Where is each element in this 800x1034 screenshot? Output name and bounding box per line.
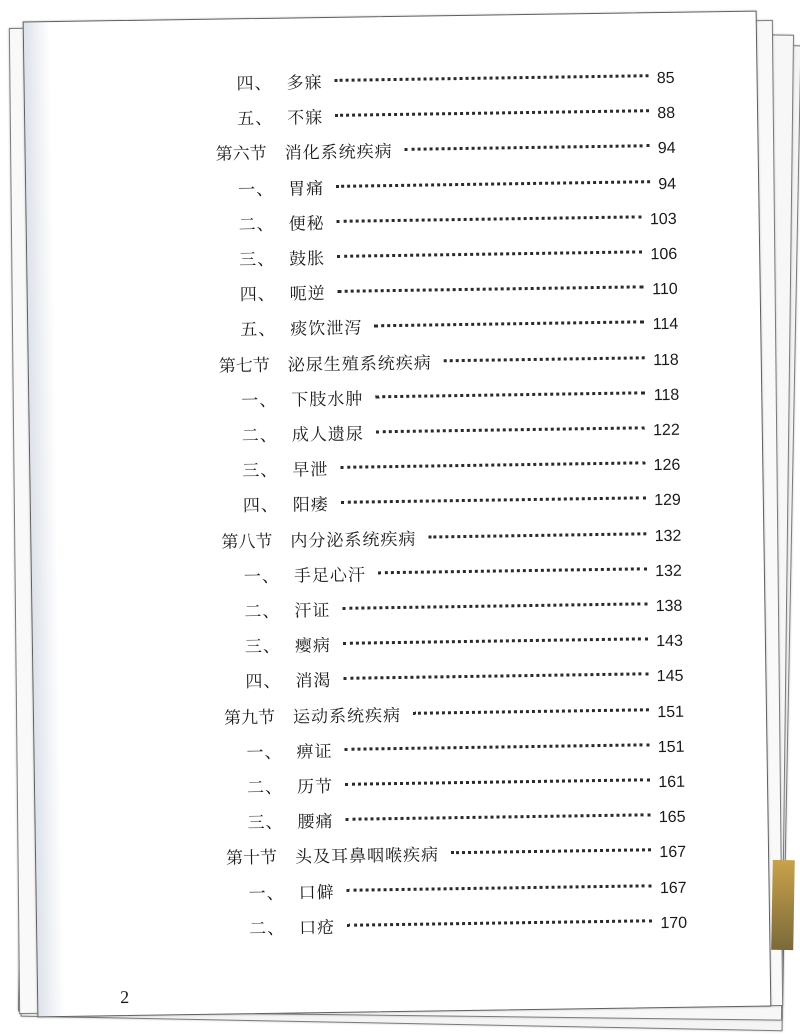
toc-item-title: 呃逆 <box>289 284 326 305</box>
toc-item-title: 手足心汗 <box>293 565 367 587</box>
toc-item-number: 一、 <box>238 179 275 200</box>
dot-leader <box>345 778 650 786</box>
toc-item-number: 四、 <box>239 284 276 306</box>
toc-item-number: 四、 <box>242 496 280 517</box>
toc-item-row <box>241 380 679 416</box>
dot-leader <box>347 884 652 892</box>
dot-leader <box>337 250 642 258</box>
toc-item-row <box>236 63 674 99</box>
toc-item-number: 一、 <box>246 742 283 764</box>
toc-item-number: 三、 <box>242 460 279 482</box>
toc-page-number: 110 <box>652 280 678 299</box>
toc-item-row <box>247 802 685 838</box>
toc-item-number: 二、 <box>238 214 275 236</box>
table-of-contents <box>24 12 771 1017</box>
toc-page-number: 129 <box>654 492 681 510</box>
toc-item-number: 一、 <box>248 883 285 904</box>
toc-item-title: 鼓胀 <box>289 249 326 270</box>
toc-item-number: 二、 <box>241 425 278 447</box>
toc-page-number: 145 <box>656 668 684 686</box>
toc-item-number: 五、 <box>240 320 277 341</box>
toc-page-number: 103 <box>649 210 677 229</box>
toc-page-number: 161 <box>658 773 686 792</box>
toc-item-title: 便秘 <box>288 213 325 235</box>
dot-leader <box>336 180 650 188</box>
toc-item-row <box>248 872 686 908</box>
toc-page <box>23 11 772 1018</box>
dot-leader <box>451 849 651 855</box>
toc-item-number: 二、 <box>246 777 284 799</box>
toc-item-row <box>249 908 687 944</box>
toc-item-number: 三、 <box>247 812 284 834</box>
toc-item-row <box>240 274 678 310</box>
toc-item-row <box>245 661 683 697</box>
dot-leader <box>428 532 646 538</box>
dot-leader <box>335 74 649 82</box>
toc-item-title: 不寐 <box>286 108 324 129</box>
toc-item-number: 二、 <box>244 601 281 623</box>
toc-page-number: 126 <box>653 456 681 475</box>
toc-item-number: 四、 <box>236 73 273 95</box>
toc-item-title: 早泄 <box>292 460 329 481</box>
toc-item-number: 四、 <box>245 672 282 693</box>
toc-item-number: 三、 <box>244 636 282 658</box>
dot-leader <box>374 321 644 328</box>
toc-item-row <box>238 168 676 204</box>
dot-leader <box>344 743 649 751</box>
toc-item-title: 痹证 <box>296 741 333 763</box>
toc-section-row <box>219 344 679 381</box>
toc-section-title: 消化系统疾病 <box>284 142 393 165</box>
toc-page-number: 122 <box>652 421 680 440</box>
toc-item-title: 下肢水肿 <box>291 389 364 411</box>
dot-leader <box>343 673 648 681</box>
toc-section-number: 第六节 <box>215 144 267 166</box>
dot-leader <box>347 919 652 927</box>
dot-leader <box>346 813 651 821</box>
toc-item-row <box>239 239 677 275</box>
toc-section-row <box>221 520 681 557</box>
toc-item-title: 口疮 <box>298 917 336 939</box>
toc-item-number: 一、 <box>241 390 278 412</box>
dot-leader <box>342 602 647 610</box>
toc-item-row <box>246 732 684 768</box>
footer-page-number: 2 <box>119 987 130 1008</box>
dot-leader <box>338 285 644 293</box>
book-edge <box>771 860 795 950</box>
toc-item-title: 胃痛 <box>288 178 325 200</box>
dot-leader <box>343 637 648 645</box>
toc-page-number: 143 <box>656 632 684 651</box>
toc-item-row <box>242 450 680 486</box>
dot-leader <box>340 461 645 469</box>
toc-item-row <box>242 415 680 451</box>
dot-leader <box>337 215 642 223</box>
toc-item-row <box>238 204 676 240</box>
toc-item-title: 多寐 <box>286 73 323 94</box>
toc-section-title: 运动系统疾病 <box>292 705 402 728</box>
toc-page-number: 88 <box>657 105 676 123</box>
dot-leader <box>335 109 649 117</box>
toc-section-row <box>226 837 686 874</box>
dot-leader <box>375 391 645 398</box>
toc-item-title: 成人遗尿 <box>291 424 364 446</box>
toc-item-title: 腰痛 <box>297 812 334 833</box>
toc-item-title: 消渴 <box>295 671 332 692</box>
toc-section-row <box>224 696 684 733</box>
toc-page-number: 132 <box>654 527 682 545</box>
toc-page-number: 138 <box>655 597 683 616</box>
toc-item-title: 阳痿 <box>292 495 330 516</box>
toc-item-title: 痰饮泄泻 <box>290 318 363 340</box>
toc-section-title: 头及耳鼻咽喉疾病 <box>294 845 440 868</box>
toc-item-title: 历节 <box>296 776 334 798</box>
dot-leader <box>376 426 645 433</box>
toc-page-number: 165 <box>658 808 686 827</box>
toc-section-title: 泌尿生殖系统疾病 <box>287 353 432 376</box>
toc-item-row <box>240 309 678 345</box>
toc-section-row <box>215 133 675 170</box>
toc-page-number: 167 <box>659 879 687 897</box>
toc-page-number: 94 <box>657 140 676 158</box>
toc-item-row <box>243 485 681 521</box>
dot-leader <box>405 145 650 152</box>
toc-section-title: 内分泌系统疾病 <box>290 529 417 552</box>
toc-item-row <box>244 556 682 592</box>
dot-leader <box>341 497 646 505</box>
toc-item-title: 汗证 <box>294 600 331 622</box>
toc-item-row <box>247 767 685 803</box>
toc-item-row <box>245 626 683 662</box>
toc-page-number: 106 <box>650 245 678 264</box>
toc-item-row <box>244 591 682 627</box>
toc-page-number: 151 <box>657 703 685 721</box>
toc-item-title: 瘿病 <box>294 636 332 657</box>
toc-page-number: 118 <box>653 351 679 369</box>
toc-page-number: 132 <box>655 562 683 580</box>
toc-page-number: 167 <box>659 844 687 862</box>
toc-item-number: 二、 <box>248 918 286 940</box>
toc-item-row <box>237 98 675 134</box>
toc-page-number: 118 <box>653 386 680 404</box>
toc-section-number: 第七节 <box>218 355 270 377</box>
toc-page-number: 114 <box>652 316 679 334</box>
toc-section-number: 第九节 <box>223 707 276 729</box>
toc-page-number: 94 <box>658 175 677 193</box>
dot-leader <box>444 356 646 362</box>
toc-page-number: 85 <box>656 69 675 88</box>
toc-section-number: 第十节 <box>225 848 278 869</box>
dot-leader <box>378 567 647 574</box>
toc-page-number: 151 <box>657 738 685 756</box>
toc-item-number: 五、 <box>236 108 274 130</box>
toc-page-number: 170 <box>660 914 688 932</box>
toc-item-number: 三、 <box>239 249 276 271</box>
dot-leader <box>413 708 649 715</box>
toc-item-title: 口僻 <box>298 882 335 904</box>
toc-section-number: 第八节 <box>221 531 273 553</box>
toc-item-number: 一、 <box>243 566 281 588</box>
